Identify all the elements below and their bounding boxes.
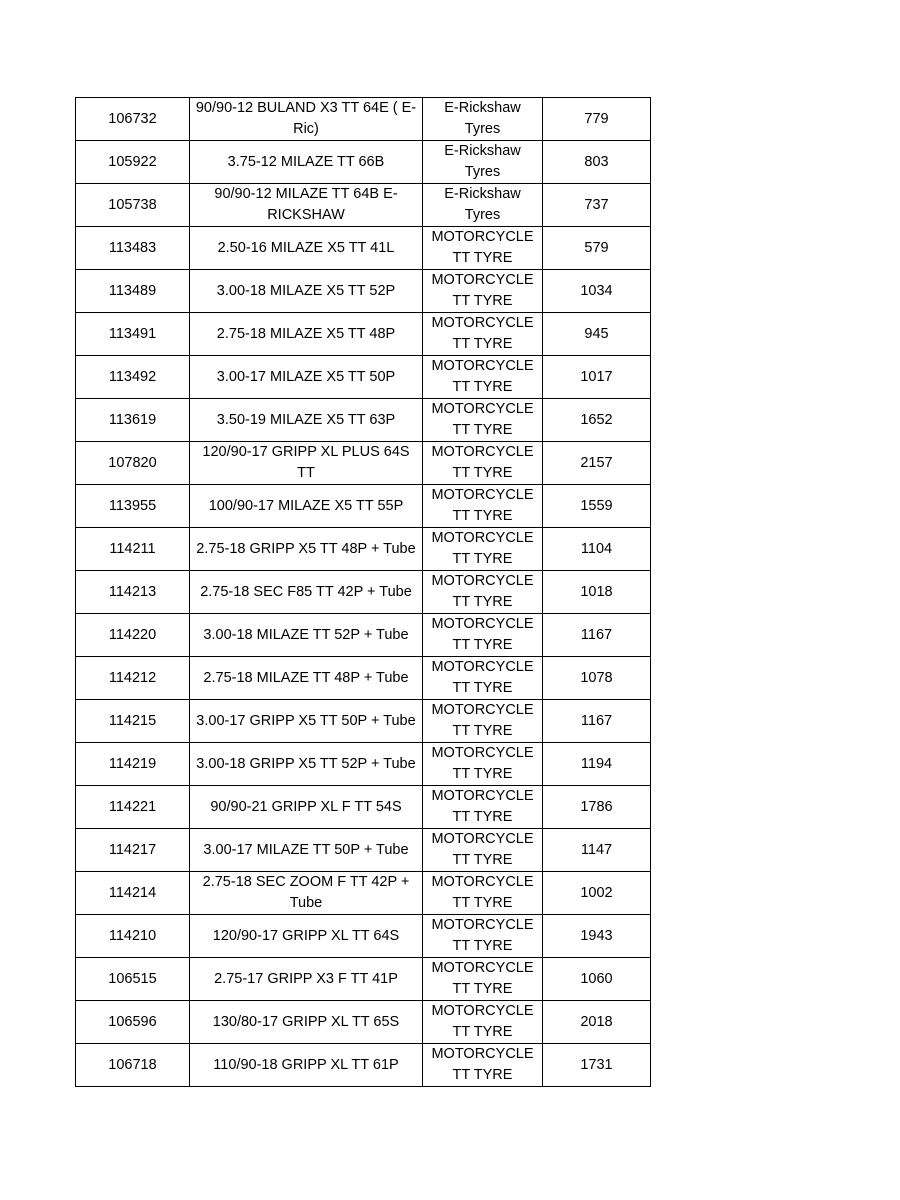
- category-cell: MOTORCYCLE TT TYRE: [423, 1044, 543, 1087]
- price-cell: 2018: [543, 1001, 651, 1044]
- tyre-price-table: [75, 97, 651, 1087]
- item-code-cell: 113491: [76, 313, 190, 356]
- item-code-cell: 105922: [76, 141, 190, 184]
- description-cell: 2.75-18 SEC ZOOM F TT 42P + Tube: [190, 872, 423, 915]
- category-cell: MOTORCYCLE TT TYRE: [423, 786, 543, 829]
- table-row: [76, 270, 651, 313]
- table-row: [76, 829, 651, 872]
- price-cell: 1943: [543, 915, 651, 958]
- description-cell: 90/90-21 GRIPP XL F TT 54S: [190, 786, 423, 829]
- table-row: [76, 485, 651, 528]
- item-code-cell: 113492: [76, 356, 190, 399]
- table-row: [76, 700, 651, 743]
- table-row: [76, 571, 651, 614]
- category-cell: MOTORCYCLE TT TYRE: [423, 872, 543, 915]
- category-cell: MOTORCYCLE TT TYRE: [423, 743, 543, 786]
- item-code-cell: 114221: [76, 786, 190, 829]
- description-cell: 3.00-18 GRIPP X5 TT 52P + Tube: [190, 743, 423, 786]
- description-cell: 3.00-18 MILAZE TT 52P + Tube: [190, 614, 423, 657]
- category-cell: MOTORCYCLE TT TYRE: [423, 571, 543, 614]
- price-cell: 1652: [543, 399, 651, 442]
- category-cell: MOTORCYCLE TT TYRE: [423, 528, 543, 571]
- category-cell: E-Rickshaw Tyres: [423, 184, 543, 227]
- item-code-cell: 114214: [76, 872, 190, 915]
- category-cell: MOTORCYCLE TT TYRE: [423, 1001, 543, 1044]
- description-cell: 130/80-17 GRIPP XL TT 65S: [190, 1001, 423, 1044]
- item-code-cell: 106596: [76, 1001, 190, 1044]
- price-cell: 1194: [543, 743, 651, 786]
- table-row: [76, 227, 651, 270]
- description-cell: 3.75-12 MILAZE TT 66B: [190, 141, 423, 184]
- category-cell: MOTORCYCLE TT TYRE: [423, 915, 543, 958]
- price-cell: 1104: [543, 528, 651, 571]
- item-code-cell: 113489: [76, 270, 190, 313]
- item-code-cell: 114219: [76, 743, 190, 786]
- table-row: [76, 313, 651, 356]
- table-row: [76, 958, 651, 1001]
- item-code-cell: 114210: [76, 915, 190, 958]
- price-cell: 1034: [543, 270, 651, 313]
- price-cell: 803: [543, 141, 651, 184]
- price-cell: 945: [543, 313, 651, 356]
- description-cell: 2.75-18 MILAZE TT 48P + Tube: [190, 657, 423, 700]
- price-cell: 1559: [543, 485, 651, 528]
- price-cell: 779: [543, 98, 651, 141]
- category-cell: MOTORCYCLE TT TYRE: [423, 614, 543, 657]
- item-code-cell: 113955: [76, 485, 190, 528]
- category-cell: MOTORCYCLE TT TYRE: [423, 958, 543, 1001]
- table-row: [76, 915, 651, 958]
- table-row: [76, 356, 651, 399]
- category-cell: MOTORCYCLE TT TYRE: [423, 700, 543, 743]
- price-cell: 579: [543, 227, 651, 270]
- description-cell: 2.50-16 MILAZE X5 TT 41L: [190, 227, 423, 270]
- price-cell: 1002: [543, 872, 651, 915]
- category-cell: MOTORCYCLE TT TYRE: [423, 227, 543, 270]
- item-code-cell: 106515: [76, 958, 190, 1001]
- item-code-cell: 106718: [76, 1044, 190, 1087]
- item-code-cell: 107820: [76, 442, 190, 485]
- table-row: [76, 614, 651, 657]
- category-cell: MOTORCYCLE TT TYRE: [423, 442, 543, 485]
- item-code-cell: 114211: [76, 528, 190, 571]
- description-cell: 2.75-18 GRIPP X5 TT 48P + Tube: [190, 528, 423, 571]
- category-cell: MOTORCYCLE TT TYRE: [423, 399, 543, 442]
- description-cell: 2.75-17 GRIPP X3 F TT 41P: [190, 958, 423, 1001]
- table-row: [76, 184, 651, 227]
- price-cell: 1167: [543, 614, 651, 657]
- description-cell: 100/90-17 MILAZE X5 TT 55P: [190, 485, 423, 528]
- price-cell: 2157: [543, 442, 651, 485]
- item-code-cell: 106732: [76, 98, 190, 141]
- category-cell: MOTORCYCLE TT TYRE: [423, 485, 543, 528]
- table-row: [76, 786, 651, 829]
- table-row: [76, 657, 651, 700]
- price-cell: 1167: [543, 700, 651, 743]
- table-body: [76, 98, 651, 1087]
- table-row: [76, 141, 651, 184]
- category-cell: MOTORCYCLE TT TYRE: [423, 356, 543, 399]
- description-cell: 110/90-18 GRIPP XL TT 61P: [190, 1044, 423, 1087]
- description-cell: 3.50-19 MILAZE X5 TT 63P: [190, 399, 423, 442]
- description-cell: 120/90-17 GRIPP XL PLUS 64S TT: [190, 442, 423, 485]
- price-cell: 1060: [543, 958, 651, 1001]
- description-cell: 3.00-17 MILAZE X5 TT 50P: [190, 356, 423, 399]
- table-row: [76, 1044, 651, 1087]
- category-cell: MOTORCYCLE TT TYRE: [423, 313, 543, 356]
- item-code-cell: 113619: [76, 399, 190, 442]
- table-row: [76, 528, 651, 571]
- description-cell: 2.75-18 MILAZE X5 TT 48P: [190, 313, 423, 356]
- item-code-cell: 114217: [76, 829, 190, 872]
- category-cell: E-Rickshaw Tyres: [423, 141, 543, 184]
- price-cell: 1731: [543, 1044, 651, 1087]
- item-code-cell: 105738: [76, 184, 190, 227]
- description-cell: 90/90-12 MILAZE TT 64B E-RICKSHAW: [190, 184, 423, 227]
- category-cell: MOTORCYCLE TT TYRE: [423, 657, 543, 700]
- price-cell: 1078: [543, 657, 651, 700]
- item-code-cell: 114220: [76, 614, 190, 657]
- table-row: [76, 743, 651, 786]
- category-cell: MOTORCYCLE TT TYRE: [423, 829, 543, 872]
- price-cell: 737: [543, 184, 651, 227]
- description-cell: 120/90-17 GRIPP XL TT 64S: [190, 915, 423, 958]
- category-cell: E-Rickshaw Tyres: [423, 98, 543, 141]
- price-cell: 1018: [543, 571, 651, 614]
- price-cell: 1017: [543, 356, 651, 399]
- table-row: [76, 1001, 651, 1044]
- item-code-cell: 114212: [76, 657, 190, 700]
- item-code-cell: 113483: [76, 227, 190, 270]
- description-cell: 3.00-17 MILAZE TT 50P + Tube: [190, 829, 423, 872]
- table-row: [76, 872, 651, 915]
- price-cell: 1147: [543, 829, 651, 872]
- price-cell: 1786: [543, 786, 651, 829]
- description-cell: 3.00-17 GRIPP X5 TT 50P + Tube: [190, 700, 423, 743]
- table-row: [76, 442, 651, 485]
- item-code-cell: 114215: [76, 700, 190, 743]
- table-row: [76, 98, 651, 141]
- description-cell: 90/90-12 BULAND X3 TT 64E ( E-Ric): [190, 98, 423, 141]
- category-cell: MOTORCYCLE TT TYRE: [423, 270, 543, 313]
- description-cell: 3.00-18 MILAZE X5 TT 52P: [190, 270, 423, 313]
- table-row: [76, 399, 651, 442]
- item-code-cell: 114213: [76, 571, 190, 614]
- description-cell: 2.75-18 SEC F85 TT 42P + Tube: [190, 571, 423, 614]
